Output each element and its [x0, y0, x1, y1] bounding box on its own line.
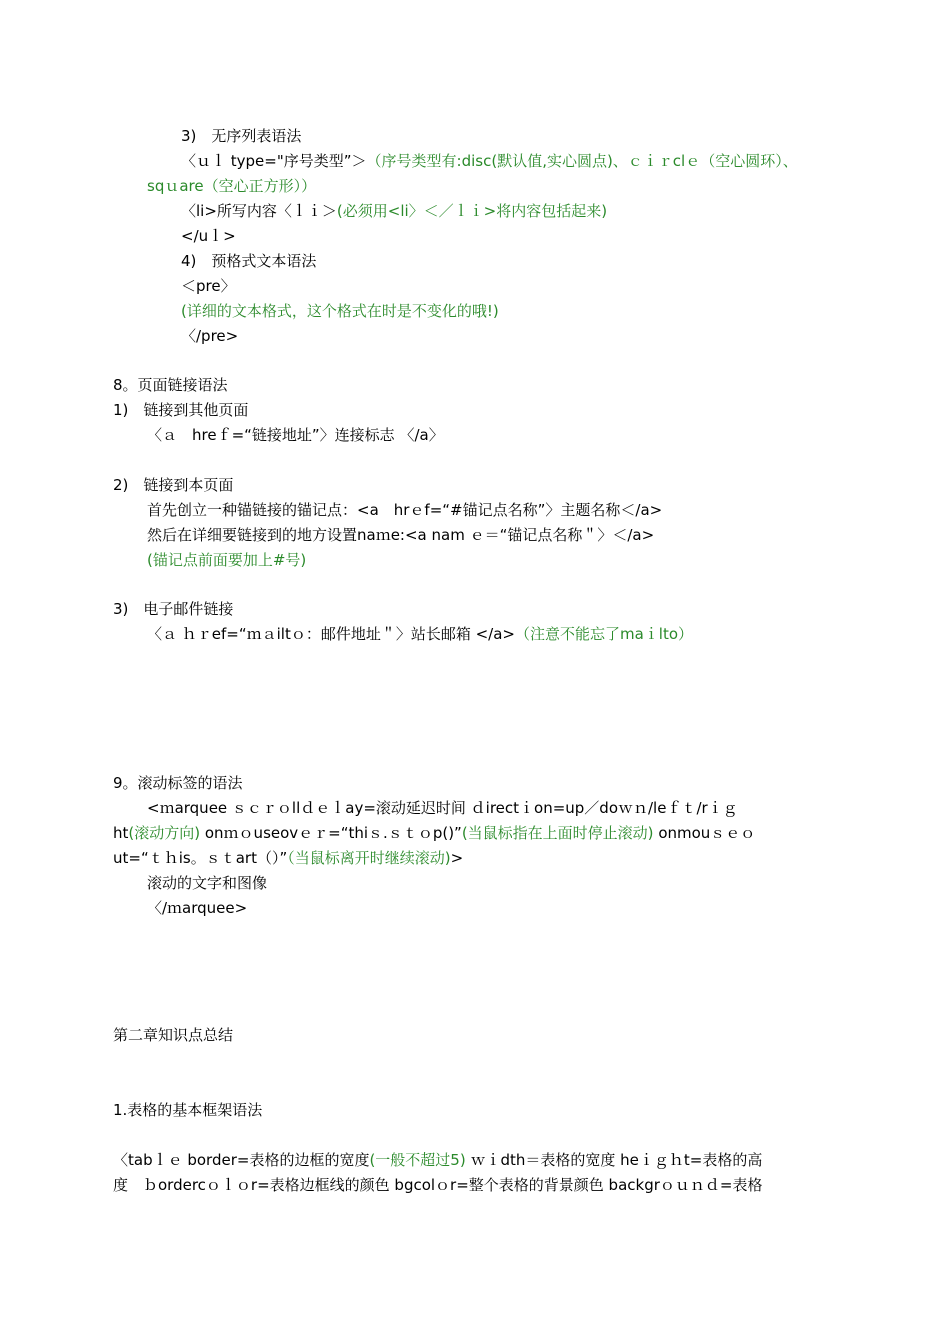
table-code-a: 〈tabｌｅ border=表格的边框的宽度 — [113, 1151, 370, 1169]
table-syntax-line-1 — [113, 1150, 762, 1170]
marquee-direction-note: (滚动方向) — [128, 824, 201, 842]
email-link-code: 〈ａ ｈｒef=“ｍａiltｏ：邮件地址＂〉站长邮箱 </a> — [147, 625, 515, 643]
ul-syntax-heading: 3) 无序列表语法 — [181, 127, 302, 145]
marquee-content: 滚动的文字和图像 — [147, 874, 268, 892]
table-syntax-line-2: 度 ｂordercｏｌｏr=表格边框线的颜色 bgcolｏr=整个表格的背景颜色 backgrｏｕｎｄ=表格 — [113, 1176, 763, 1194]
marquee-close-tag: 〈/ｍarquee> — [147, 899, 248, 917]
ul-syntax-line-1 — [181, 151, 798, 171]
marquee-line-3 — [113, 848, 463, 868]
email-link-line — [147, 624, 693, 644]
table-border-note: (一般不超过5) — [369, 1151, 466, 1169]
marquee-code-c: onmouｓｅｏ — [653, 824, 756, 842]
ul-syntax-line-3 — [181, 201, 607, 221]
pre-note: (详细的文本格式，这个格式在时是不变化的哦!) — [181, 302, 499, 320]
marquee-code-e: > — [450, 849, 464, 867]
section-8-title: 8。页面链接语法 — [113, 376, 228, 394]
ul-syntax-line-2: sqｕare（空心正方形）） — [147, 177, 317, 195]
ul-tag-code: 〈ｕｌ type="序号类型”＞ — [181, 152, 367, 170]
anchor-note: (锚记点前面要加上#号) — [147, 551, 307, 569]
li-tag-code: 〈li>所写内容〈ｌｉ＞ — [181, 202, 337, 220]
marquee-code-b: onｍｏuseovｅｒ=“thiｓ.ｓｔｏp()” — [200, 824, 462, 842]
marquee-code-a: ht — [113, 824, 129, 842]
li-note: (必须用<li〉＜／ｌｉ>将内容包括起来) — [336, 202, 608, 220]
pre-open-tag: ＜pre〉 — [181, 277, 236, 295]
ul-type-note: （序号类型有:disc(默认值,实心圆点)、ｃｉｒclｅ（空心圆环）、 — [366, 152, 798, 170]
email-link-heading: 3) 电子邮件链接 — [113, 600, 234, 618]
marquee-line-2 — [113, 823, 755, 843]
ul-close-tag: </uｌ> — [181, 227, 236, 245]
section-9-title: 9。滚动标签的语法 — [113, 774, 243, 792]
table-code-b: ｗｉdth＝表格的宽度 heｉｇｈt=表格的高 — [465, 1151, 763, 1169]
pre-close-tag: 〈/pre> — [181, 327, 239, 345]
marquee-stop-note: (当鼠标指在上面时停止滚动) — [461, 824, 654, 842]
table-syntax-heading: 1.表格的基本框架语法 — [113, 1101, 263, 1119]
chapter-2-title: 第二章知识点总结 — [113, 1026, 234, 1044]
email-link-note: （注意不能忘了maｉlto） — [515, 625, 694, 643]
pre-syntax-heading: 4) 预格式文本语法 — [181, 252, 317, 270]
anchor-name-line: 然后在详细要链接到的地方设置naｍe:<a nam ｅ＝“锚记点名称＂〉＜/a> — [147, 526, 655, 544]
marquee-code-d: ut=“ｔｈis。ｓｔart（）” — [113, 849, 288, 867]
link-this-page-heading: 2) 链接到本页面 — [113, 476, 234, 494]
marquee-line-1: <ｍarquee ｓｃｒｏllｄｅｌay=滚动延迟时间 ｄirectｉon=up／doｗｎ/leｆｔ/rｉｇ — [147, 799, 738, 817]
link-other-page-code: 〈ａ hreｆ=“链接地址”〉连接标志 〈/a〉 — [147, 426, 444, 444]
anchor-create-line: 首先创立一种锚链接的锚记点：<a hrｅf=“#锚记点名称”〉主题名称＜/a> — [147, 501, 663, 519]
marquee-resume-note: （当鼠标离开时继续滚动) — [287, 849, 451, 867]
link-other-page-heading: 1) 链接到其他页面 — [113, 401, 249, 419]
